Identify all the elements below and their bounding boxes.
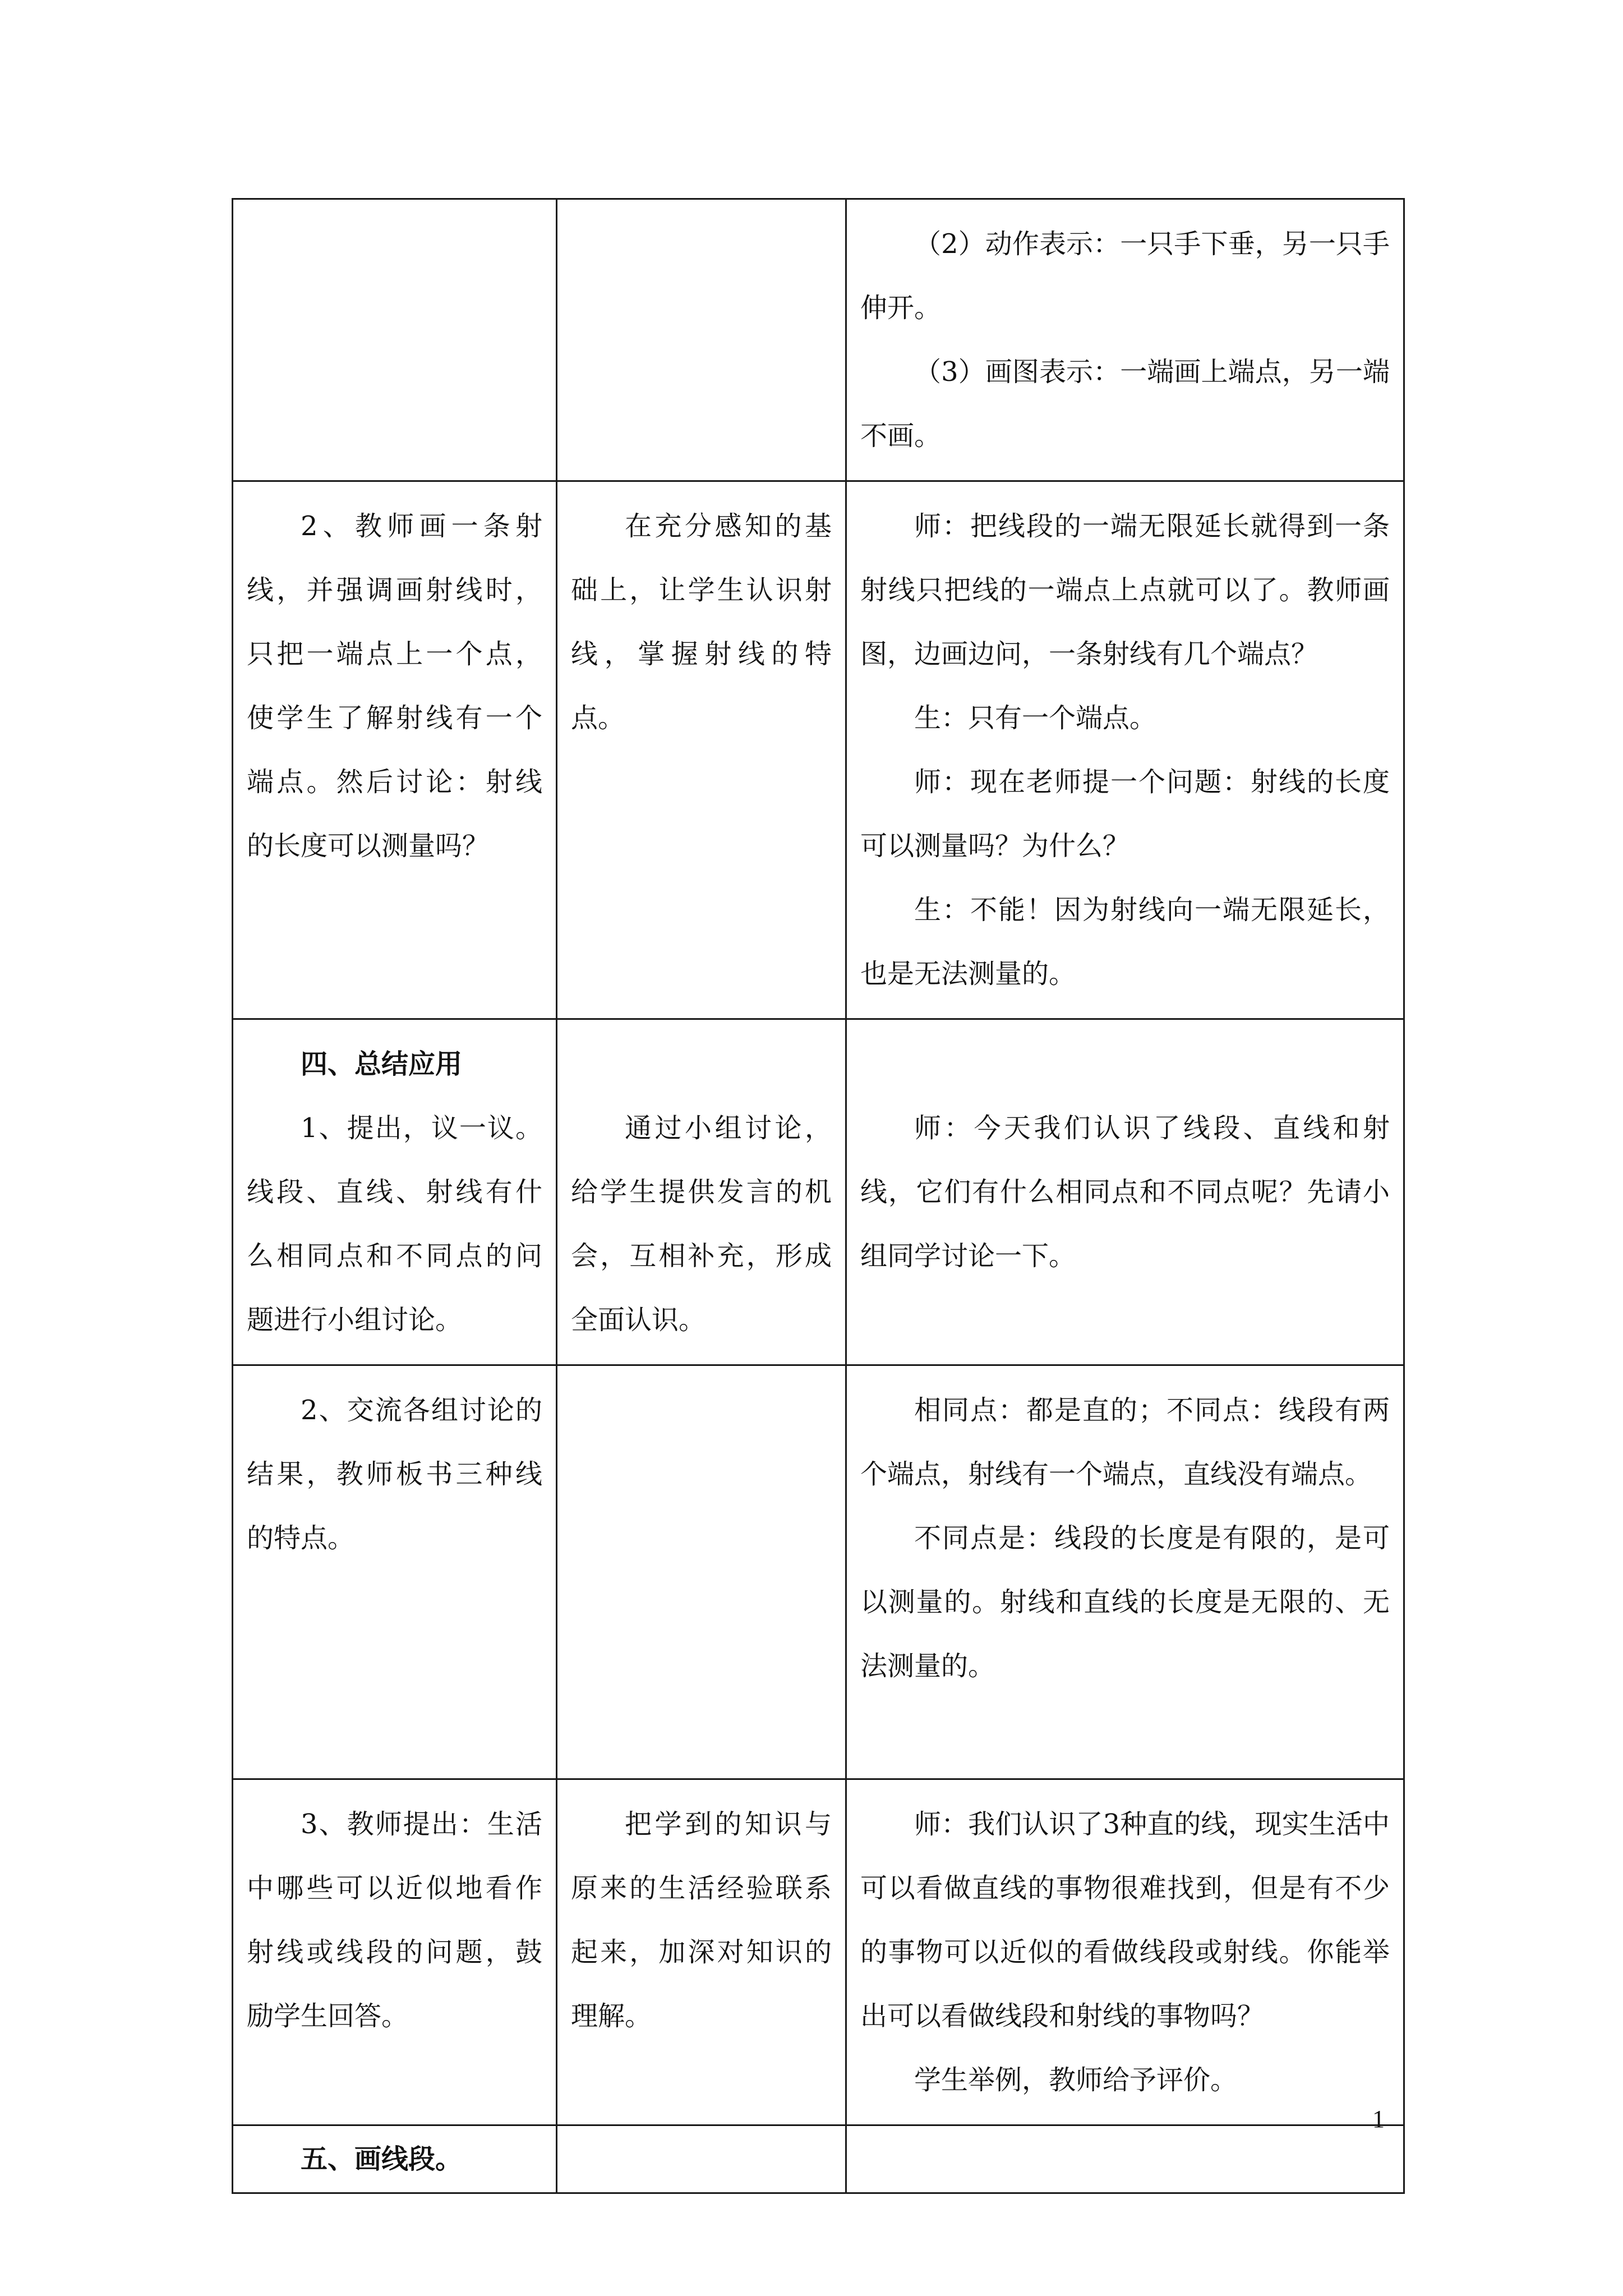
- process-cell: [846, 1365, 1404, 1779]
- process-cell: [846, 481, 1404, 1019]
- table-row: [233, 1019, 1404, 1365]
- cell-paragraph: 不同点是：线段的长度是有限的，是可以测量的。射线和直线的长度是无限的、无法测量的。: [860, 1522, 1390, 1682]
- page-number: 1: [1372, 2105, 1385, 2133]
- cell-paragraph: 师：把线段的一端无限延长就得到一条射线只把线的一端点上点就可以了。教师画图，边画边问，一条射线有几个端点？: [860, 510, 1390, 670]
- table-row: [233, 1779, 1404, 2125]
- activity-cell: [233, 1779, 557, 2125]
- activity-cell: [233, 481, 557, 1019]
- cell-paragraph: （2）动作表示：一只手下垂，另一只手伸开。: [860, 228, 1390, 324]
- purpose-cell: [557, 1365, 846, 1779]
- cell-paragraph: 相同点：都是直的；不同点：线段有两个端点，射线有一个端点，直线没有端点。: [860, 1395, 1390, 1490]
- cell-paragraph: 师：我们认识了3种直的线，现实生活中可以看做直线的事物很难找到，但是有不少的事物可以近似的看做线段或射线。你能举出可以看做线段和射线的事物吗？: [860, 1809, 1390, 2032]
- section-heading: 四、总结应用: [301, 1048, 463, 1080]
- table-row: [233, 2125, 1404, 2193]
- table-row: [233, 199, 1404, 481]
- table-row: [233, 1365, 1404, 1779]
- process-cell: [846, 199, 1404, 481]
- cell-paragraph: 生：只有一个端点。: [914, 702, 1157, 734]
- activity-cell: [233, 1365, 557, 1779]
- cell-paragraph: 3、教师提出：生活中哪些可以近似地看作射线或线段的问题，鼓励学生回答。: [247, 1809, 542, 2032]
- cell-paragraph: 师：今天我们认识了线段、直线和射线，它们有什么相同点和不同点呢？先请小组同学讨论一下。: [860, 1112, 1390, 1272]
- purpose-cell: [557, 481, 846, 1019]
- purpose-cell: [557, 199, 846, 481]
- activity-cell: [233, 199, 557, 481]
- purpose-cell: [557, 2125, 846, 2193]
- section-heading: 五、画线段。: [301, 2143, 463, 2175]
- cell-paragraph: 把学到的知识与原来的生活经验联系起来，加深对知识的理解。: [571, 1809, 832, 2032]
- cell-paragraph: 2、交流各组讨论的结果，教师板书三种线的特点。: [247, 1395, 542, 1554]
- cell-paragraph: （3）画图表示：一端画上端点，另一端不画。: [860, 356, 1390, 452]
- purpose-cell: [557, 1019, 846, 1365]
- cell-paragraph: 学生举例，教师给予评价。: [914, 2064, 1238, 2096]
- table-row: [233, 481, 1404, 1019]
- cell-paragraph: 2、教师画一条射线，并强调画射线时，只把一端点上一个点，使学生了解射线有一个端点。然后讨论：射线的长度可以测量吗？: [247, 510, 542, 862]
- purpose-cell: [557, 1779, 846, 2125]
- lesson-plan-table: [232, 198, 1405, 2194]
- activity-cell: [233, 1019, 557, 1365]
- cell-paragraph: 生：不能！因为射线向一端无限延长，也是无法测量的。: [860, 894, 1390, 990]
- process-cell: [846, 1779, 1404, 2125]
- process-cell: [846, 1019, 1404, 1365]
- cell-paragraph: 通过小组讨论，给学生提供发言的机会，互相补充，形成全面认识。: [571, 1112, 832, 1336]
- process-cell: [846, 2125, 1404, 2193]
- cell-paragraph: 在充分感知的基础上，让学生认识射线，掌握射线的特点。: [571, 510, 832, 734]
- activity-cell: [233, 2125, 557, 2193]
- cell-paragraph: 师：现在老师提一个问题：射线的长度可以测量吗？为什么？: [860, 766, 1390, 862]
- cell-paragraph: 1、提出，议一议。线段、直线、射线有什么相同点和不同点的问题进行小组讨论。: [247, 1112, 542, 1336]
